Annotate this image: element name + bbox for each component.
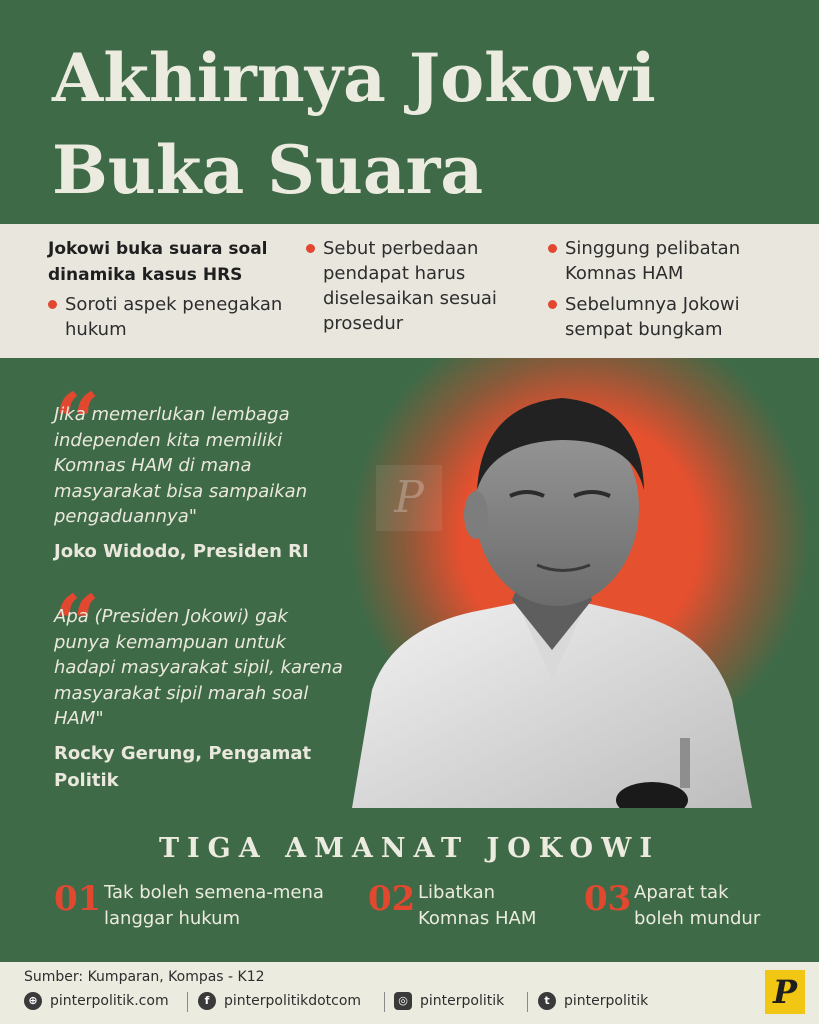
brand-logo: P xyxy=(765,970,805,1014)
facebook-link[interactable]: f pinterpolitikdotcom xyxy=(198,992,361,1010)
divider xyxy=(527,992,528,1012)
summary-point: Sebut perbedaan pendapat harus diselesaikan sesuai prosedur xyxy=(306,236,516,336)
amanat-text: Tak boleh semena-mena langgar hukum xyxy=(104,882,324,929)
quote-mark-icon: “ xyxy=(54,577,101,671)
bullet-dot-icon xyxy=(306,244,315,253)
quote-jokowi xyxy=(54,375,344,565)
quote-text: Apa (Presiden Jokowi) gak punya kemampuan untuk hadapi masyarakat sipil, karena masyarakat sipil marah soal HAM" xyxy=(54,606,343,729)
summary-column-2 xyxy=(306,236,516,342)
divider xyxy=(384,992,385,1012)
bullet-dot-icon xyxy=(48,300,57,309)
title-line-2: Buka Suara xyxy=(52,131,484,209)
facebook-icon: f xyxy=(198,992,216,1010)
quote-author: Rocky Gerung, Pengamat Politik xyxy=(54,742,312,791)
amanat-number: 01 xyxy=(54,879,102,919)
quote-text: Jika memerlukan lembaga independen kita memiliki Komnas HAM di mana masyarakat bisa sampaikan pengaduannya" xyxy=(54,404,308,527)
summary-point: Sebelumnya Jokowi sempat bungkam xyxy=(548,292,778,342)
instagram-icon: ◎ xyxy=(394,992,412,1010)
watermark-logo: P xyxy=(376,465,442,531)
summary-lead: Jokowi buka suara soal dinamika kasus HRS xyxy=(48,239,268,285)
source-credit: Sumber: Kumparan, Kompas - K12 xyxy=(24,969,265,985)
title-banner xyxy=(0,0,819,224)
quote-author: Joko Widodo, Presiden RI xyxy=(54,540,309,562)
summary-column-1 xyxy=(48,236,288,348)
section-title: TIGA AMANAT JOKOWI xyxy=(158,833,661,864)
footer xyxy=(0,962,819,1024)
bullet-dot-icon xyxy=(548,244,557,253)
amanat-text: Aparat tak boleh mundur xyxy=(634,882,761,929)
page-title xyxy=(52,32,656,216)
quote-rocky-gerung xyxy=(54,577,344,794)
website-link[interactable]: ⊕ pinterpolitik.com xyxy=(24,992,169,1010)
twitter-icon: t xyxy=(538,992,556,1010)
title-line-1: Akhirnya Jokowi xyxy=(52,39,656,117)
quote-mark-icon: “ xyxy=(54,375,101,469)
amanat-number: 02 xyxy=(368,879,416,919)
bullet-dot-icon xyxy=(548,300,557,309)
instagram-link[interactable]: ◎ pinterpolitik xyxy=(394,992,504,1010)
portrait-illustration xyxy=(352,380,752,808)
divider xyxy=(187,992,188,1012)
twitter-link[interactable]: t pinterpolitik xyxy=(538,992,648,1010)
amanat-text: Libatkan Komnas HAM xyxy=(418,882,537,929)
amanat-number: 03 xyxy=(584,879,632,919)
globe-icon: ⊕ xyxy=(24,992,42,1010)
summary-point: Soroti aspek penegakan hukum xyxy=(48,292,288,342)
summary-panel xyxy=(0,224,819,358)
summary-point: Singgung pelibatan Komnas HAM xyxy=(548,236,778,286)
summary-column-3 xyxy=(548,236,778,348)
